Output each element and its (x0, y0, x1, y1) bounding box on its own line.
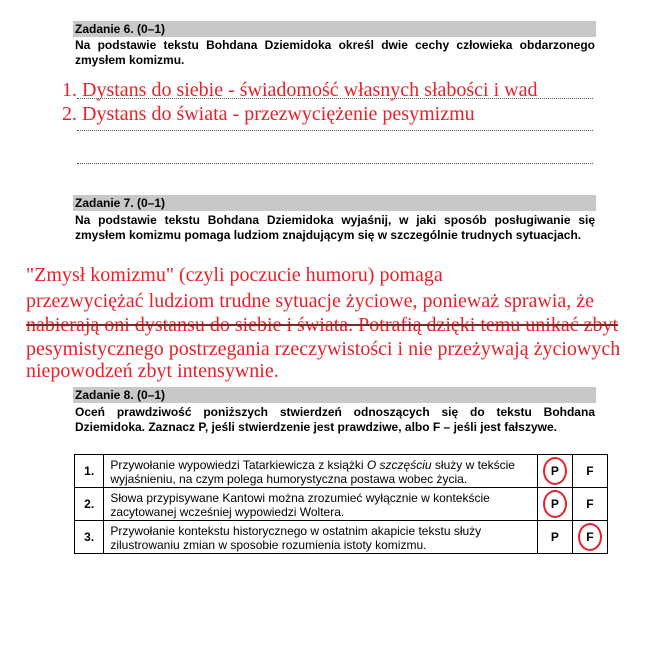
task6-prompt: Na podstawie tekstu Bohdana Dziemidoka określ dwie cechy człowieka obdarzonego zmysłem komizmu. (75, 38, 595, 67)
statement-text: Słowa przypisywane Kantowi można zrozumieć wyłącznie w kontekście zacytowanej wcześniej wypowiedzi Woltera. (104, 488, 538, 521)
task8-header: Zadanie 8. (0–1) (73, 387, 596, 403)
row-number: 1. (75, 455, 104, 488)
task7-header: Zadanie 7. (0–1) (73, 195, 596, 211)
task7-answer-line: przezwyciężać ludziom trudne sytuacje życiowe, ponieważ sprawia, że (26, 290, 595, 312)
task7-answer-line: niepowodzeń zbyt intensywnie. (26, 360, 279, 382)
row-number: 2. (75, 488, 104, 521)
statement-text: Przywołanie wypowiedzi Tatarkiewicza z książki O szczęściu służy w tekście wyjaśnieniu, na czym polega humorystyczna postawa wobec życia. (104, 455, 538, 488)
selection-circle (578, 523, 602, 551)
task6-answer-1: 1. Dystans do siebie - świadomość własnych słabości i wad (62, 79, 538, 101)
task7-answer-line: nabierają oni dystansu do siebie i świata. Potrafią dzięki temu unikać zbyt (26, 314, 619, 336)
task7-answer-line: pesymistycznego postrzegania rzeczywistości i nie przeżywają życiowych (26, 338, 621, 360)
selection-circle (543, 457, 567, 485)
table-row (75, 488, 608, 521)
option-f[interactable]: F (572, 521, 607, 554)
option-p[interactable]: P (537, 521, 572, 554)
statement-text: Przywołanie kontekstu historycznego w ostatnim akapicie tekstu służy zilustrowaniu zmian w sposobie rozumienia istoty komizmu. (104, 521, 538, 554)
table-row (75, 521, 608, 554)
task7-prompt: Na podstawie tekstu Bohdana Dziemidoka wyjaśnij, w jaki sposób posługiwanie się zmysłem komizmu pomaga ludziom znajdującym się w szczególnie trudnych sytuacjach. (75, 213, 595, 242)
task7-answer-line: "Zmysł komizmu" (czyli poczucie humoru) pomaga (26, 264, 443, 286)
table-row (75, 455, 608, 488)
task8-prompt: Oceń prawdziwość poniższych stwierdzeń odnoszących się do tekstu Bohdana Dziemidoka. Zaznacz P, jeśli stwierdzenie jest prawdziwe, albo F – jeśli jest fałszywe. (75, 405, 595, 434)
option-f[interactable]: F (572, 455, 607, 488)
true-false-table (74, 454, 608, 554)
option-p[interactable]: P (537, 455, 572, 488)
option-f[interactable]: F (572, 488, 607, 521)
selection-circle (543, 490, 567, 518)
row-number: 3. (75, 521, 104, 554)
task6-header: Zadanie 6. (0–1) (73, 21, 596, 37)
option-p[interactable]: P (537, 488, 572, 521)
answer-line (77, 163, 593, 164)
task6-answer-2: 2. Dystans do świata - przezwyciężenie pesymizmu (62, 103, 475, 125)
answer-line (77, 130, 593, 131)
